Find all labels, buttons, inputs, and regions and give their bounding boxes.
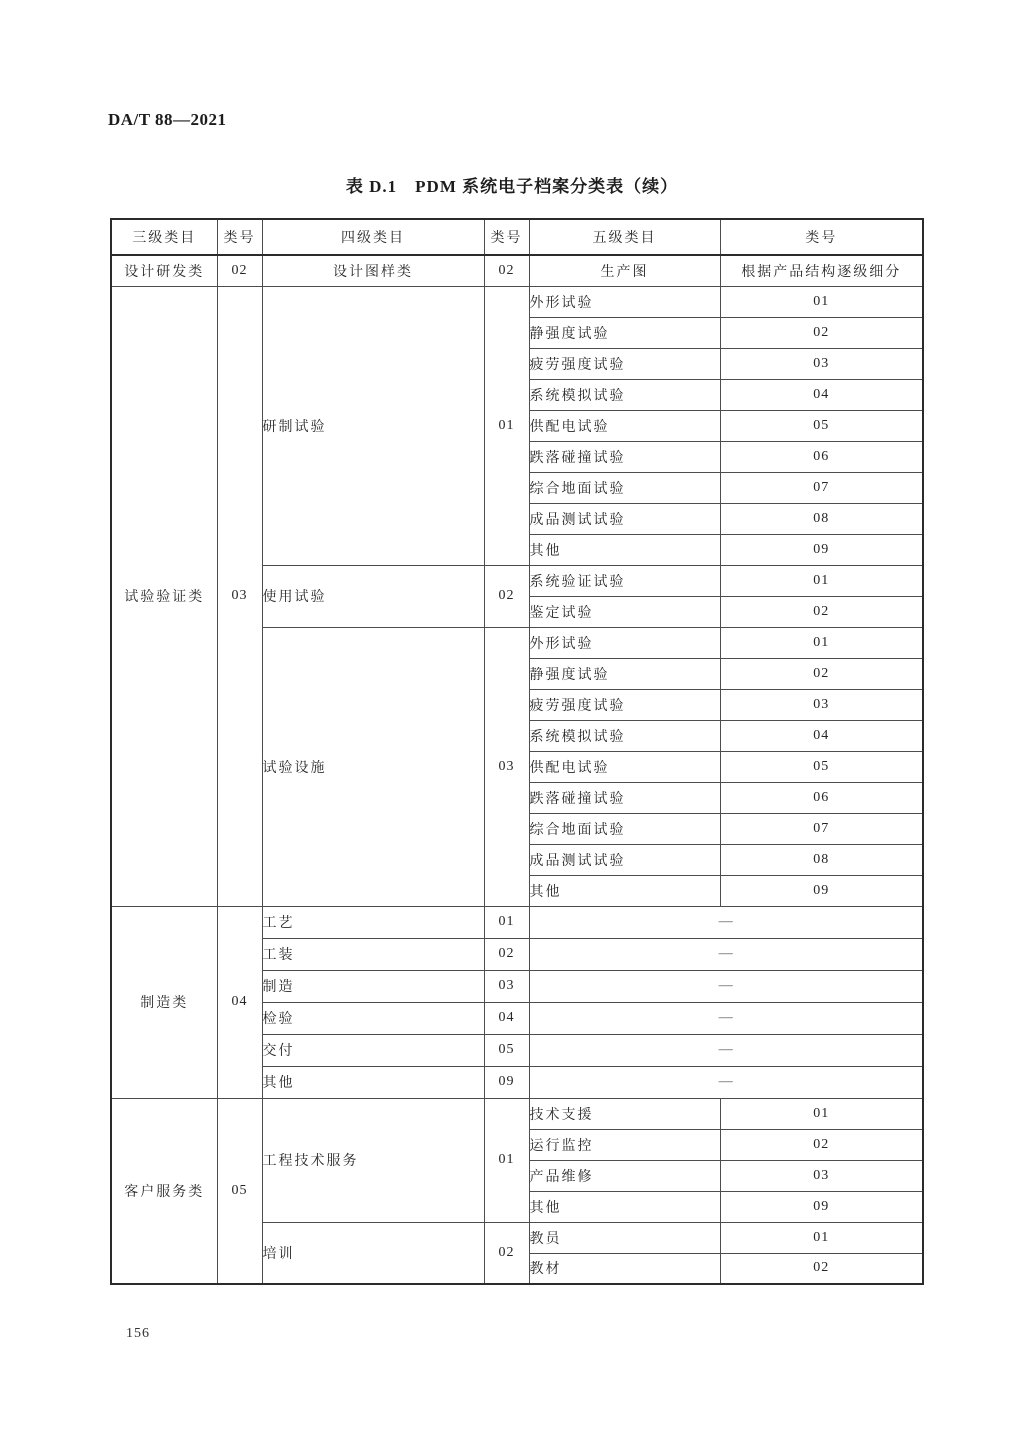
cell-level4-code: 02	[484, 565, 529, 627]
cell-level5-label: 运行监控	[529, 1129, 720, 1160]
cell-dash: —	[529, 1034, 923, 1066]
cell-level4-label: 制造	[262, 970, 484, 1002]
cell-level5-label: 跌落碰撞试验	[529, 782, 720, 813]
cell-level4-label: 工装	[262, 938, 484, 970]
cell-level4-code: 02	[484, 938, 529, 970]
cell-level4-code: 04	[484, 1002, 529, 1034]
cell-level3-code: 05	[217, 1098, 262, 1284]
standard-number: DA/T 88—2021	[108, 110, 227, 129]
cell-level4-label: 工程技术服务	[262, 1098, 484, 1222]
cell-level5-label: 系统模拟试验	[529, 720, 720, 751]
cell-level5-code: 06	[720, 782, 923, 813]
page-number: 156	[126, 1326, 150, 1341]
cell-level4-code: 05	[484, 1034, 529, 1066]
cell-level4-label: 其他	[262, 1066, 484, 1098]
cell-dash: —	[529, 970, 923, 1002]
column-header: 类号	[484, 219, 529, 255]
cell-level5-label: 疲劳强度试验	[529, 348, 720, 379]
cell-level5-code: 04	[720, 379, 923, 410]
cell-level5-code: 02	[720, 317, 923, 348]
cell-level4-code: 09	[484, 1066, 529, 1098]
cell-level5-label: 供配电试验	[529, 751, 720, 782]
cell-level5-label: 跌落碰撞试验	[529, 441, 720, 472]
cell-level4-label: 检验	[262, 1002, 484, 1034]
cell-level5-code: 02	[720, 596, 923, 627]
cell-level5-code: 02	[720, 1253, 923, 1284]
cell-level4-code: 03	[484, 627, 529, 906]
table-title: 表 D.1 PDM 系统电子档案分类表（续）	[345, 177, 679, 196]
cell-level5-label: 综合地面试验	[529, 813, 720, 844]
cell-level5-label: 静强度试验	[529, 317, 720, 348]
cell-level5-label: 其他	[529, 534, 720, 565]
cell-level4-label: 工艺	[262, 906, 484, 938]
cell-level5-label: 鉴定试验	[529, 596, 720, 627]
cell-level3-label: 制造类	[111, 906, 217, 1098]
cell-level5-code: 08	[720, 844, 923, 875]
cell-level3-label: 设计研发类	[111, 255, 217, 286]
cell-level5-code: 01	[720, 1222, 923, 1253]
cell-level5-code: 03	[720, 689, 923, 720]
cell-level4-code: 01	[484, 1098, 529, 1222]
cell-level5-code: 03	[720, 348, 923, 379]
cell-level4-label: 培训	[262, 1222, 484, 1284]
cell-level5-code: 02	[720, 1129, 923, 1160]
cell-level4-label: 研制试验	[262, 286, 484, 565]
table-row	[111, 1098, 923, 1129]
cell-level4-code: 02	[484, 255, 529, 286]
cell-dash: —	[529, 906, 923, 938]
column-header: 四级类目	[262, 219, 484, 255]
cell-level4-code: 01	[484, 286, 529, 565]
cell-level5-code: 09	[720, 1191, 923, 1222]
cell-level3-code: 03	[217, 286, 262, 906]
table-header-row	[111, 219, 923, 255]
cell-level5-label: 其他	[529, 1191, 720, 1222]
cell-level5-label: 系统模拟试验	[529, 379, 720, 410]
cell-level5-label: 疲劳强度试验	[529, 689, 720, 720]
cell-level5-code: 01	[720, 565, 923, 596]
cell-level5-label: 其他	[529, 875, 720, 906]
table-row	[111, 906, 923, 938]
cell-level3-label: 客户服务类	[111, 1098, 217, 1284]
table-row	[111, 255, 923, 286]
cell-level5-code: 06	[720, 441, 923, 472]
cell-level5-code: 05	[720, 410, 923, 441]
cell-level3-label: 试验验证类	[111, 286, 217, 906]
cell-level5-code: 07	[720, 472, 923, 503]
cell-level3-code: 02	[217, 255, 262, 286]
column-header: 类号	[720, 219, 923, 255]
cell-level5-code: 根据产品结构逐级细分	[720, 255, 923, 286]
cell-level5-code: 05	[720, 751, 923, 782]
cell-level5-label: 外形试验	[529, 627, 720, 658]
cell-level5-label: 综合地面试验	[529, 472, 720, 503]
table-row	[111, 286, 923, 317]
cell-level5-code: 04	[720, 720, 923, 751]
cell-level4-code: 02	[484, 1222, 529, 1284]
cell-level5-code: 02	[720, 658, 923, 689]
cell-level5-label: 技术支援	[529, 1098, 720, 1129]
cell-level5-code: 09	[720, 534, 923, 565]
cell-level3-code: 04	[217, 906, 262, 1098]
cell-level5-label: 供配电试验	[529, 410, 720, 441]
cell-level5-label: 教材	[529, 1253, 720, 1284]
cell-dash: —	[529, 938, 923, 970]
cell-level5-label: 产品维修	[529, 1160, 720, 1191]
cell-level5-label: 外形试验	[529, 286, 720, 317]
cell-level5-label: 教员	[529, 1222, 720, 1253]
cell-level5-code: 01	[720, 1098, 923, 1129]
cell-level4-label: 试验设施	[262, 627, 484, 906]
cell-level5-label: 生产图	[529, 255, 720, 286]
cell-level5-label: 成品测试试验	[529, 503, 720, 534]
cell-level5-label: 系统验证试验	[529, 565, 720, 596]
cell-level4-label: 交付	[262, 1034, 484, 1066]
cell-level5-code: 07	[720, 813, 923, 844]
cell-dash: —	[529, 1002, 923, 1034]
cell-dash: —	[529, 1066, 923, 1098]
cell-level4-label: 设计图样类	[262, 255, 484, 286]
cell-level5-code: 01	[720, 286, 923, 317]
classification-table	[110, 218, 924, 1285]
cell-level4-code: 01	[484, 906, 529, 938]
cell-level5-code: 03	[720, 1160, 923, 1191]
cell-level5-code: 09	[720, 875, 923, 906]
cell-level5-label: 成品测试试验	[529, 844, 720, 875]
cell-level5-code: 08	[720, 503, 923, 534]
cell-level5-code: 01	[720, 627, 923, 658]
cell-level4-label: 使用试验	[262, 565, 484, 627]
column-header: 三级类目	[111, 219, 217, 255]
cell-level5-label: 静强度试验	[529, 658, 720, 689]
cell-level4-code: 03	[484, 970, 529, 1002]
column-header: 类号	[217, 219, 262, 255]
column-header: 五级类目	[529, 219, 720, 255]
